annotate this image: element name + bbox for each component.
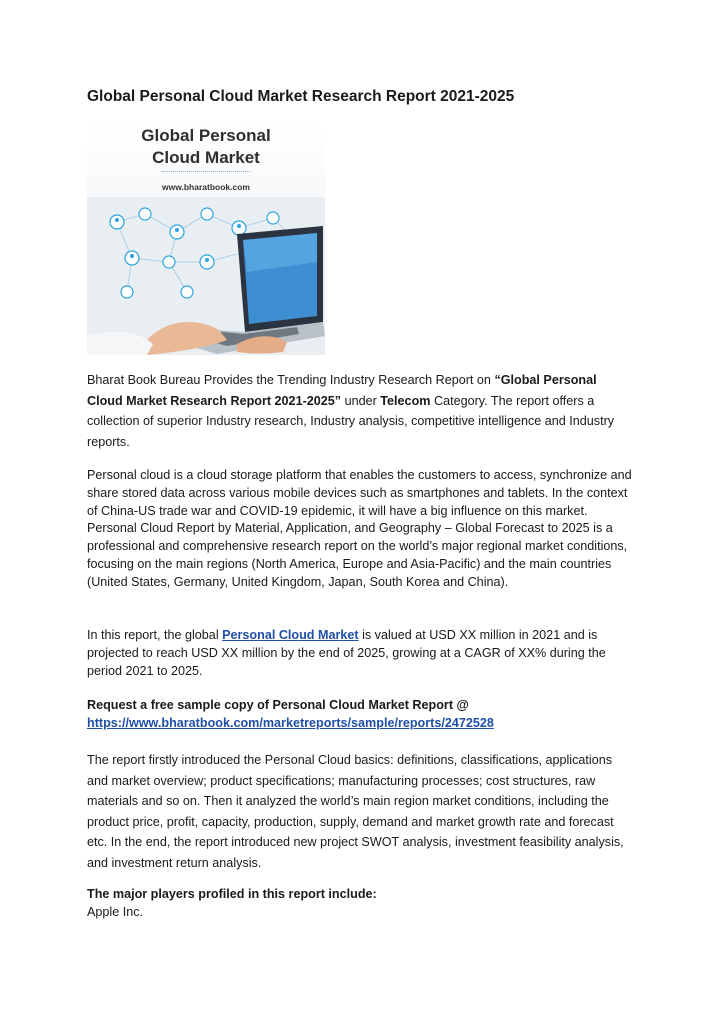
page-title: Global Personal Cloud Market Research Report 2021-2025: [87, 88, 515, 105]
category-name: Telecom: [380, 393, 431, 408]
intro-text: Bharat Book Bureau Provides the Trending Industry Research Report on: [87, 373, 495, 387]
sample-request-label: Request a free sample copy of Personal Cloud Market Report @: [87, 698, 469, 712]
report-name: “Global Personal Cloud Market Research Report 2021-2025”: [87, 373, 597, 408]
definition-paragraph: Personal cloud is a cloud storage platform that enables the customers to access, synchronize and share stored data across various mobile devices such as smartphones and tablets. In the context of China-US trade war and COVID-19 epidemic, it will have a big influence on this market. Personal Cloud Report by Material, Application, and Geography – Global Forecast to 2025 is a professional and comprehensive research report on the world’s major regional market conditions, focusing on the main regions (North America, Europe and Asia-Pacific) and the main countries (United States, Germany, United Kingdom, Japan, South Korea and China).: [87, 468, 632, 589]
sample-request: [87, 697, 635, 733]
intro-rest: Category. The report offers a collection of superior Industry research, Industry analysis, competitive intelligence and Industry reports.: [87, 393, 615, 449]
sample-request-link[interactable]: https://www.bharatbook.com/marketreports/sample/reports/2472528: [87, 715, 494, 730]
player-item: Apple Inc.: [87, 904, 144, 919]
intro-paragraph: [87, 370, 635, 452]
personal-cloud-market-link[interactable]: Personal Cloud Market: [222, 628, 359, 642]
valuation-text-before: In this report, the global: [87, 628, 223, 642]
hero-image: [87, 122, 325, 355]
hero-website: www.bharatbook.com: [161, 182, 250, 192]
players-section: [87, 886, 635, 922]
hero-heading-line1: Global Personal: [141, 126, 271, 145]
under-text: under: [341, 393, 381, 408]
valuation-paragraph: [87, 627, 635, 680]
hero-divider: [162, 171, 250, 173]
hero-heading-line2: Cloud Market: [152, 148, 260, 167]
hero-caption: [87, 122, 325, 192]
valuation-text-after: is valued at USD XX million in 2021 and is projected to reach USD XX million by the end of 2025, growing at a CAGR of XX% during the period 2021 to 2025.: [87, 628, 606, 678]
overview-paragraph: The report firstly introduced the Personal Cloud basics: definitions, classifications, applications and market overview; product specifications; manufacturing processes; cost structures, raw materials and so on. Then it analyzed the world’s main region market conditions, including the product price, profit, capacity, production, supply, demand and market growth rate and forecast etc. In the end, the report introduced new project SWOT analysis, investment feasibility analysis, and investment return analysis.: [87, 753, 624, 870]
players-heading: The major players profiled in this report include:: [87, 887, 377, 901]
